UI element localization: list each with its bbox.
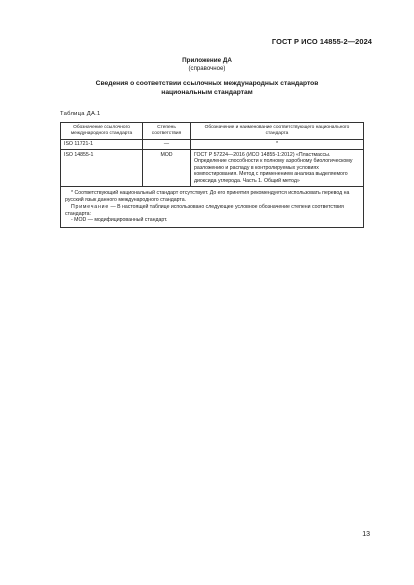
table-footer (61, 187, 364, 228)
annex-heading-line-2: национальным стандартам (161, 88, 253, 96)
table-footer-row (61, 187, 364, 228)
table-header-row (61, 123, 364, 140)
cell-degree: — (143, 139, 191, 150)
note-text: — В настоящей таблице использовано следующее условное обозначение степени соответствия стандарта: (65, 203, 344, 217)
annex-title: Приложение ДА (182, 57, 232, 64)
column-header-standard: Обозначение ссылочного международного стандарта (61, 123, 143, 140)
annex-heading (70, 80, 344, 97)
table-note (65, 204, 359, 218)
annex-note: (справочное) (188, 65, 226, 72)
cell-national: * (191, 139, 364, 150)
footnote: * Соответствующий национальный стандарт отсутствует. До его принятия рекомендуется использовать перевод на русский язык данного международного стандарта. (65, 190, 350, 203)
reference-table (60, 122, 364, 228)
page-number: 13 (362, 531, 370, 538)
table-row (61, 139, 364, 150)
column-header-degree: Степень соответствия (143, 123, 191, 140)
table-caption: Таблица ДА.1 (60, 111, 101, 117)
document-code: ГОСТ Р ИСО 14855-2—2024 (271, 37, 372, 46)
cell-standard: ISO 11721-1 (61, 139, 143, 150)
column-header-national: Обозначение и наименование соответствующего национального стандарта (191, 123, 364, 140)
annex-heading-line-1: Сведения о соответствии ссылочных международных стандартов (95, 80, 319, 87)
table-row (61, 150, 364, 187)
note-label: Примечание (71, 203, 110, 210)
cell-national: ГОСТ Р 57224—2016 (ИСО 14855-1:2012) «Пластмассы. Определение способности к полному аэробному биологическому разложению и распаду в контролируемых условиях компостирования. Метод с применением анализа выделяемого диоксида углерода. Часть 1. Общий метод» (191, 150, 364, 187)
note-item: - MOD — модифицированный стандарт. (71, 217, 168, 224)
cell-degree: MOD (143, 150, 191, 187)
cell-standard: ISO 14855-1 (61, 150, 143, 187)
